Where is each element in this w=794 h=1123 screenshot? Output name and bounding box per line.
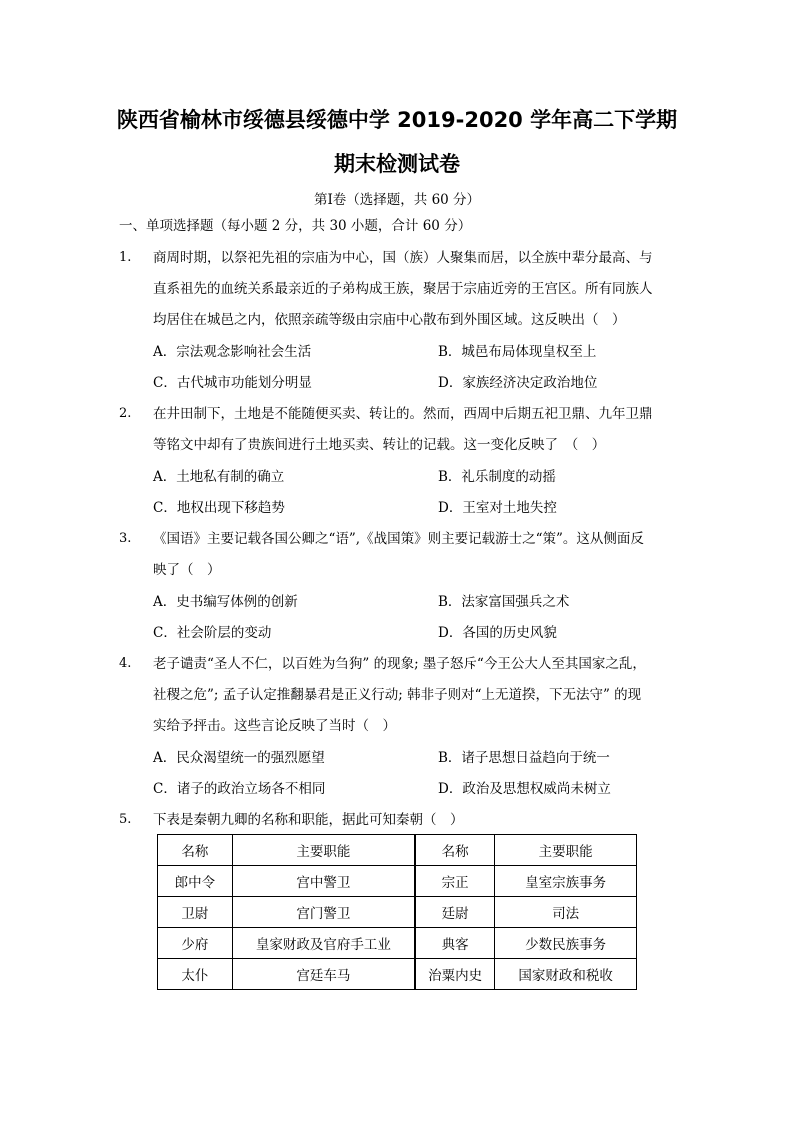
table-row [158, 897, 637, 928]
question-4-text-line: 老子谴责“圣人不仁，以百姓为刍狗” 的现象; 墨子怒斥“今王公大人至其国家之乱， [153, 656, 646, 672]
table-cell: 少数民族事务 [495, 928, 637, 959]
question-4-option-d: D．政治及思想权威尚未树立 [438, 781, 611, 797]
question-4-option-b: B．诸子思想日益趋向于统一 [438, 750, 610, 766]
table-row [158, 866, 637, 897]
question-3-number: 3. [119, 531, 132, 546]
question-2-text-line: 等铭文中却有了贵族间进行土地买卖、转让的记载。这一变化反映了 （ ） [153, 437, 606, 453]
question-3-text-line: 映了（ ） [153, 562, 221, 578]
document-title-line1: 陕西省榆林市绥德县绥德中学 2019-2020 学年高二下学期 [116, 108, 678, 132]
question-4-option-a: A．民众渴望统一的强烈愿望 [153, 750, 325, 766]
table-header-cell: 名称 [158, 835, 233, 866]
section-heading: 一、单项选择题（每小题 2 分，共 30 小题，合计 60 分） [119, 218, 472, 234]
table-cell: 典客 [415, 928, 495, 959]
question-2-option-d: D．王室对土地失控 [438, 500, 557, 516]
question-1-option-c: C．古代城市功能划分明显 [153, 375, 312, 391]
table-cell: 廷尉 [415, 897, 495, 928]
table-cell: 治粟内史 [415, 959, 495, 990]
table-cell: 宫中警卫 [232, 866, 415, 897]
question-1-option-d: D．家族经济决定政治地位 [438, 375, 598, 391]
question-4-text-line: 实给予抨击。这些言论反映了当时（ ） [153, 718, 396, 734]
table-header-row [158, 835, 637, 866]
table-cell: 宗正 [415, 866, 495, 897]
question-1-option-a: A．宗法观念影响社会生活 [153, 344, 312, 360]
table-cell: 皇室宗族事务 [495, 866, 637, 897]
table-cell: 宫门警卫 [232, 897, 415, 928]
document-title-line2: 期末检测试卷 [334, 152, 460, 176]
table-cell: 卫尉 [158, 897, 233, 928]
table-row [158, 928, 637, 959]
question-2-text-line: 在井田制下，土地是不能随便买卖、转让的。然而，西周中后期五祀卫鼎、九年卫鼎 [153, 406, 653, 422]
question-2-option-a: A．土地私有制的确立 [153, 469, 285, 485]
question-2-option-b: B．礼乐制度的动摇 [438, 469, 556, 485]
table-header-cell: 名称 [415, 835, 495, 866]
table-cell: 司法 [495, 897, 637, 928]
table-cell: 太仆 [158, 959, 233, 990]
table-cell: 郎中令 [158, 866, 233, 897]
question-2-number: 2. [119, 406, 132, 421]
table-cell: 国家财政和税收 [495, 959, 637, 990]
question-1-text-line: 均居住在城邑之内，依照亲疏等级由宗庙中心散布到外围区域。这反映出（ ） [153, 312, 626, 328]
question-3-option-a: A．史书编写体例的创新 [153, 594, 298, 610]
table-header-cell: 主要职能 [495, 835, 637, 866]
question-1-text-line: 商周时期，以祭祀先祖的宗庙为中心，国（族）人聚集而居，以全族中辈分最高、与 [153, 250, 653, 266]
table-cell: 少府 [158, 928, 233, 959]
question-3-option-d: D．各国的历史风貌 [438, 625, 557, 641]
question-5-number: 5. [119, 812, 132, 827]
question-4-option-c: C．诸子的政治立场各不相同 [153, 781, 326, 797]
question-1-option-b: B．城邑布局体现皇权至上 [438, 344, 597, 360]
table-cell: 宫廷车马 [232, 959, 415, 990]
question-1-number: 1. [119, 250, 132, 265]
question-2-option-c: C．地权出现下移趋势 [153, 500, 285, 516]
table-cell: 皇家财政及官府手工业 [232, 928, 415, 959]
table-row [158, 959, 637, 990]
question-3-option-b: B．法家富国强兵之术 [438, 594, 570, 610]
section-subtitle: 第Ⅰ卷（选择题，共 60 分） [313, 192, 481, 208]
nine-ministers-table [157, 834, 637, 990]
question-5-text-line: 下表是秦朝九卿的名称和职能，据此可知秦朝（ ） [153, 812, 464, 828]
question-4-number: 4. [119, 656, 132, 671]
question-4-text-line: 社稷之危”; 孟子认定推翻暴君是正义行动; 韩非子则对“上无道揆，下无法守” 的现 [153, 687, 642, 703]
question-3-text-line: 《国语》主要记载各国公卿之“语”,《战国策》则主要记载游士之“策”。这从侧面反 [153, 531, 644, 547]
table-header-cell: 主要职能 [232, 835, 415, 866]
question-3-option-c: C．社会阶层的变动 [153, 625, 272, 641]
question-1-text-line: 直系祖先的血统关系最亲近的子弟构成王族，聚居于宗庙近旁的王宫区。所有同族人 [153, 281, 653, 297]
